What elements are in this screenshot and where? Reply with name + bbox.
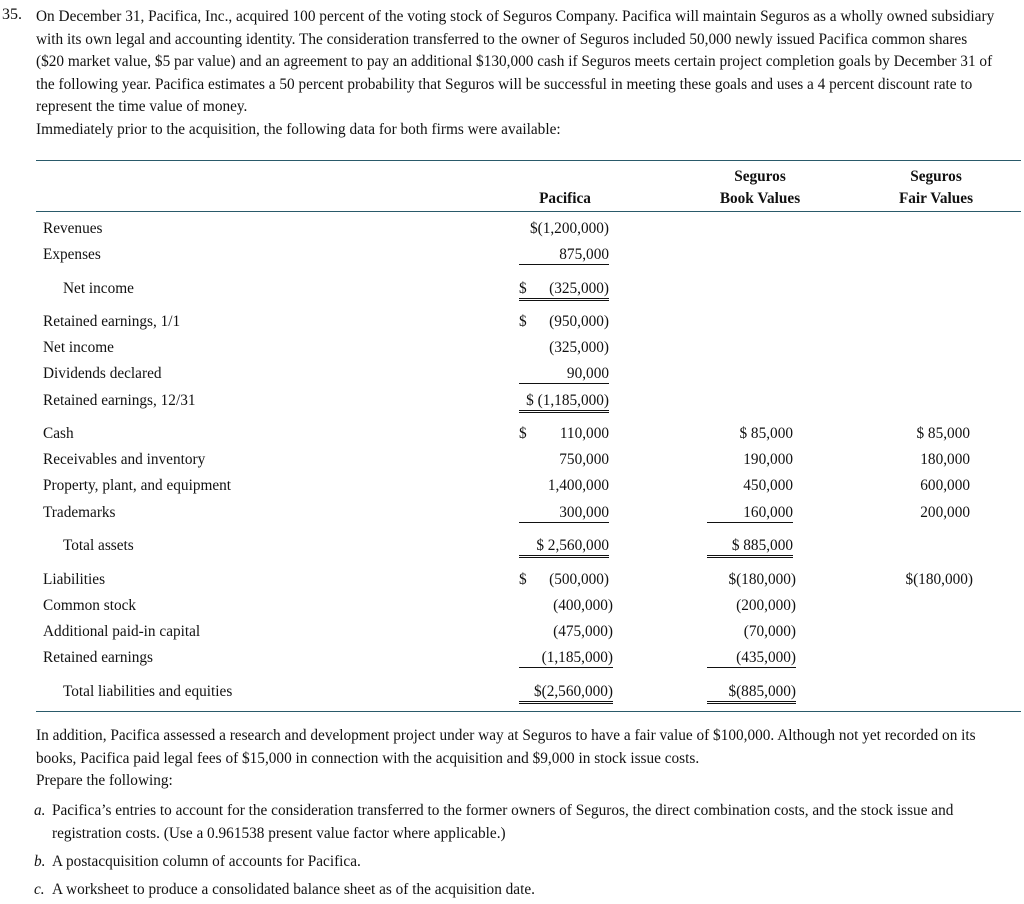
pacifica-value: $ (1,185,000)	[519, 392, 609, 413]
table-row	[0, 504, 1024, 528]
item-marker: c.	[34, 881, 45, 898]
row-label: Trademarks	[43, 504, 116, 521]
table-row	[0, 220, 1024, 244]
row-label: Total assets	[63, 537, 134, 554]
pacifica-value: (1,185,000)	[519, 649, 613, 668]
table-row	[0, 597, 1024, 621]
pacifica-value: (400,000)	[553, 597, 613, 614]
header-seguros-fair: Seguros Fair Values	[898, 168, 974, 207]
table-row	[0, 313, 1024, 337]
pacifica-value: $ 110,000	[519, 425, 609, 442]
table-row	[0, 649, 1024, 673]
intro-text-2: Immediately prior to the acquisition, the following data for both firms were available:	[36, 120, 561, 138]
row-label: Additional paid-in capital	[43, 623, 201, 640]
row-label: Dividends declared	[43, 365, 162, 382]
fair-value: 180,000	[920, 451, 970, 468]
pacifica-value: $ 2,560,000	[519, 537, 609, 558]
table-row	[0, 425, 1024, 449]
item-marker: a.	[34, 802, 46, 819]
book-value: (435,000)	[707, 649, 796, 668]
header-pacifica: Pacifica	[539, 190, 591, 207]
pacifica-value: $ (500,000)	[519, 571, 609, 588]
row-label: Expenses	[43, 246, 101, 263]
table-row	[0, 623, 1024, 647]
row-label: Revenues	[43, 220, 103, 237]
row-label: Retained earnings, 1/1	[43, 313, 181, 330]
list-item	[36, 879, 1021, 902]
table-row	[0, 537, 1024, 561]
book-value: $(885,000)	[707, 683, 796, 704]
pacifica-value: 750,000	[559, 451, 609, 468]
table-row	[0, 683, 1024, 707]
list-item	[36, 851, 1021, 874]
fair-value: $ 85,000	[916, 425, 970, 442]
book-value: 450,000	[743, 477, 793, 494]
intro-text: On December 31, Pacifica, Inc., acquired 100 percent of the voting stock of Seguros Company. Pacifica will maintain Seguros as a wholly owned subsidiary with its own legal and accounting identity. The consideration transferred to the owner of Seguros included 50,000 newly issued Pacifica common shares ($20 market value, $5 par value) and an agreement to pay an additional $130,000 cash if Seguros meets certain project completion goals by December 31 of the following year. Pacifica estimates a 50 percent probability that Seguros will be successful in meeting these goals and uses a 4 percent discount rate to represent the time value of money.	[36, 8, 995, 115]
table-top-rule	[36, 160, 1021, 161]
row-label: Liabilities	[43, 571, 106, 588]
row-label: Property, plant, and equipment	[43, 477, 232, 494]
row-label: Net income	[43, 339, 114, 356]
pacifica-value: 875,000	[519, 246, 609, 265]
book-value: $ 85,000	[739, 425, 793, 442]
table-row	[0, 280, 1024, 304]
table-row	[0, 339, 1024, 363]
book-value: $ 885,000	[707, 537, 793, 558]
pacifica-value: $ (325,000)	[519, 280, 609, 301]
row-label: Net income	[63, 280, 134, 297]
table-row	[0, 246, 1024, 270]
fair-value: $(180,000)	[905, 571, 973, 588]
pacifica-value: $ (950,000)	[519, 313, 609, 330]
pacifica-value: $(2,560,000)	[519, 683, 613, 704]
pacifica-value: (475,000)	[553, 623, 613, 640]
row-label: Retained earnings	[43, 649, 154, 666]
header-seguros-book: Seguros Book Values	[719, 168, 801, 207]
pacifica-value: 300,000	[519, 504, 609, 523]
problem-number: 35.	[2, 6, 22, 23]
book-value: (70,000)	[743, 623, 796, 640]
pacifica-value: $(1,200,000)	[529, 220, 609, 237]
table-row	[0, 392, 1024, 416]
problem-intro	[0, 6, 1024, 141]
item-marker: b.	[34, 853, 46, 870]
item-text: A worksheet to produce a consolidated balance sheet as of the acquisition date.	[52, 881, 535, 898]
item-text: A postacquisition column of accounts for Pacifica.	[52, 853, 361, 870]
table-row	[0, 451, 1024, 475]
row-label: Receivables and inventory	[43, 451, 206, 468]
row-label: Retained earnings, 12/31	[43, 392, 196, 409]
pacifica-value: 90,000	[519, 365, 609, 384]
book-value: 190,000	[743, 451, 793, 468]
table-row	[0, 477, 1024, 501]
book-value: (200,000)	[736, 597, 796, 614]
fair-value: 600,000	[920, 477, 970, 494]
row-label: Total liabilities and equities	[63, 683, 233, 700]
book-value: $(180,000)	[728, 571, 796, 588]
fair-value: 200,000	[920, 504, 970, 521]
prepare-text: Prepare the following:	[36, 772, 173, 789]
pacifica-value: 1,400,000	[547, 477, 609, 494]
table-row	[0, 571, 1024, 595]
table-bottom-rule	[36, 711, 1021, 712]
addition-text: In addition, Pacifica assessed a research and development project under way at Seguros to have a fair value of $100,000. Although not yet recorded on its books, Pacifica paid legal fees of $15,000 in connection with the acquisition and $9,000 in stock issue costs.	[36, 727, 976, 767]
list-item	[36, 800, 1021, 845]
row-label: Common stock	[43, 597, 137, 614]
row-label: Cash	[43, 425, 74, 442]
addition-paragraph	[36, 725, 1011, 793]
item-text: Pacifica’s entries to account for the consideration transferred to the former owners of Seguros, the direct combination costs, and the stock issue and registration costs. (Use a 0.961538 present value factor where applicable.)	[52, 802, 954, 842]
table-row	[0, 365, 1024, 389]
pacifica-value: (325,000)	[549, 339, 609, 356]
table-header-rule	[36, 211, 1021, 212]
book-value: 160,000	[707, 504, 793, 523]
